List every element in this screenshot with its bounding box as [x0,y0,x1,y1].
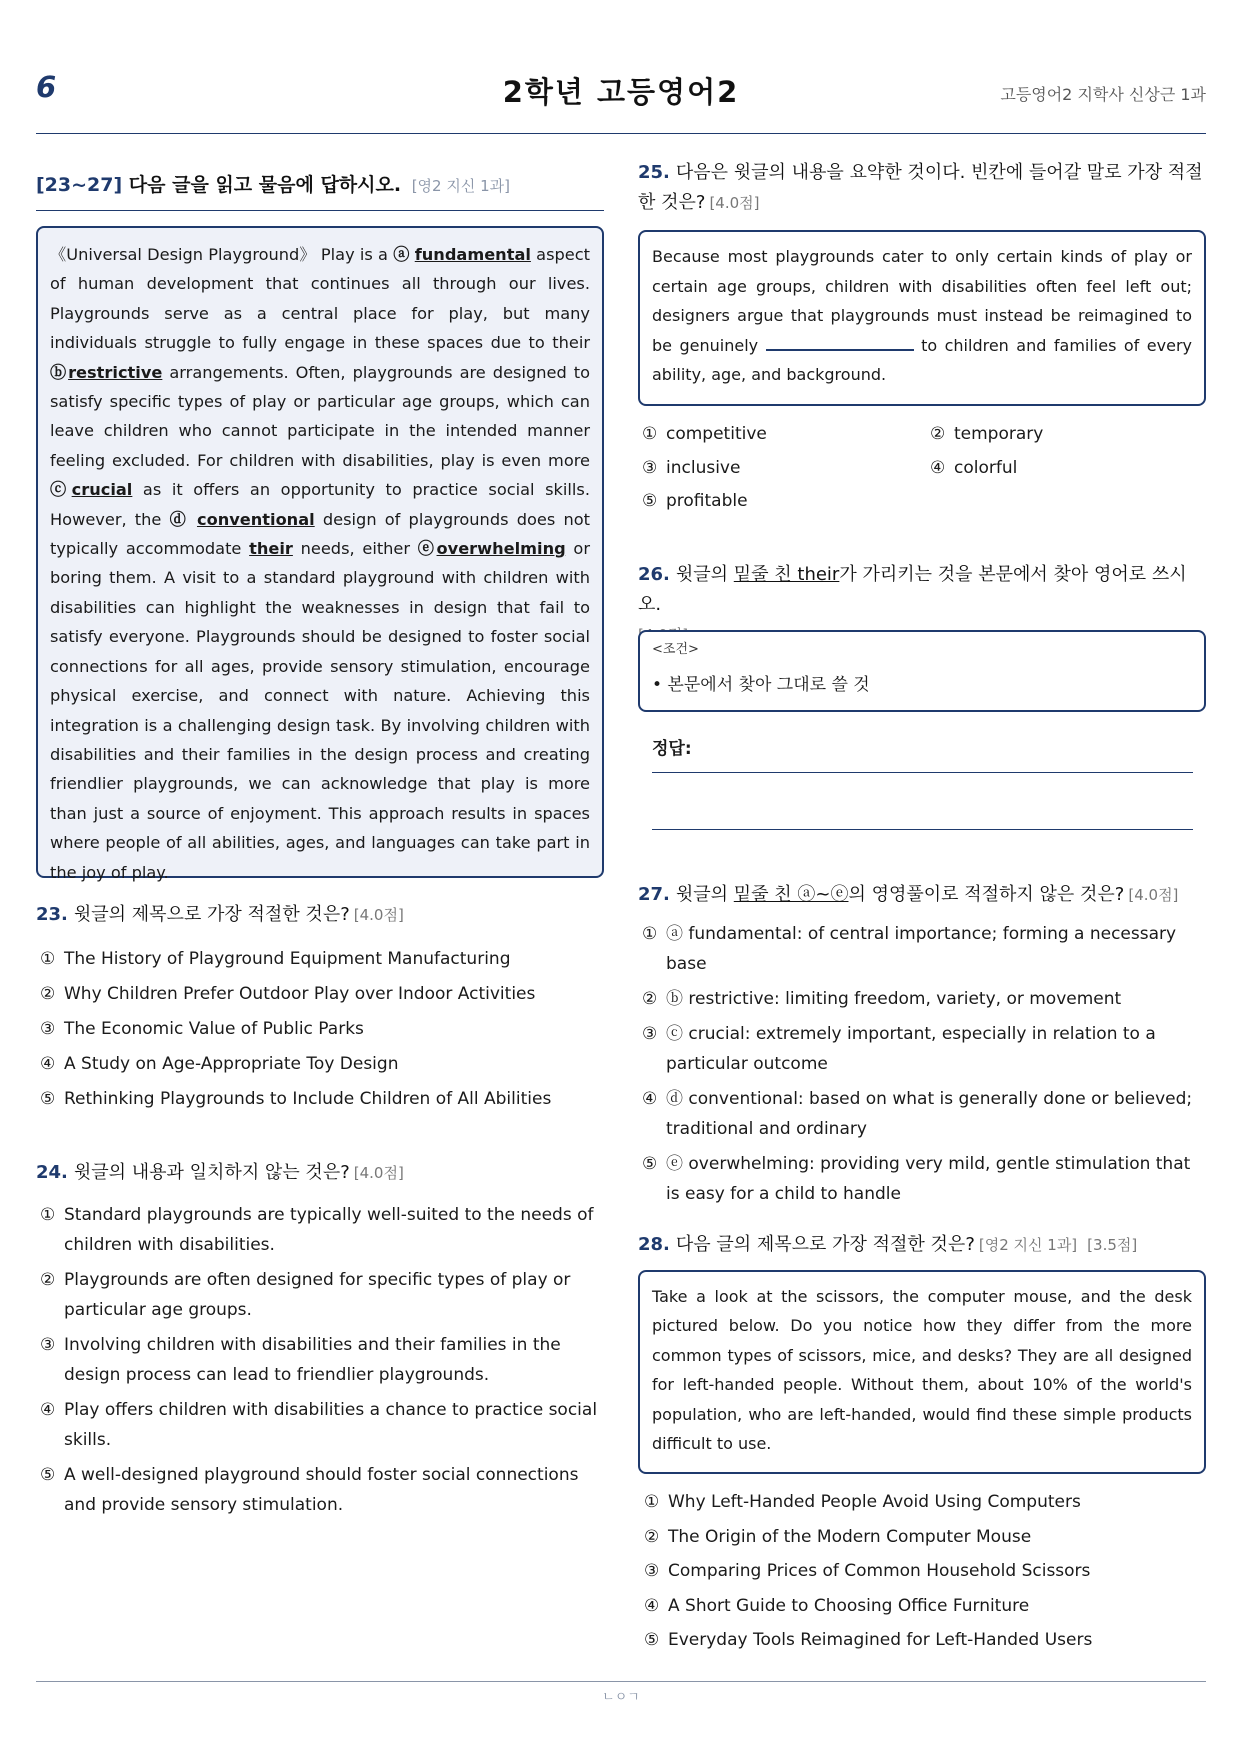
summary-box [638,230,1206,406]
option-text: A Short Guide to Choosing Office Furniture [668,1595,1030,1616]
q25-options [642,418,1206,519]
option-4[interactable] [40,1395,604,1455]
option-text: Standard playgrounds are typically well-suited to the needs of children with disabilities. [64,1205,594,1255]
option-2[interactable] [642,984,1206,1014]
question-27 [638,880,1206,906]
option-1[interactable] [40,1200,604,1260]
option-3[interactable] [642,452,930,486]
option-2[interactable] [40,977,604,1012]
question-number: 26. [638,564,670,585]
question-number: 23. [36,904,68,925]
option-1[interactable] [642,919,1206,979]
option-text: colorful [954,457,1018,478]
question-text: 윗글의 내용과 일치하지 않는 것은? [73,1162,350,1183]
question-points: [3.5점] [1087,1236,1138,1254]
section-tag: [영2 지신 1과] [411,177,510,195]
answer-line-2[interactable] [652,829,1193,830]
option-mark: ① [644,1492,660,1512]
condition-label: <조건> [652,642,699,657]
option-4[interactable] [40,1047,604,1082]
option-text: Play offers children with disabilities a chance to practice social skills. [64,1400,598,1450]
marker-d: ⓓ [169,509,189,529]
answer-label: 정답: [652,739,692,759]
option-mark: ④ [40,1400,56,1420]
option-mark: ② [40,984,56,1004]
option-text: temporary [954,424,1044,444]
question-number: 24. [36,1162,68,1183]
q28-passage: Take a look at the scissors, the computer mouse, and the desk pictured below. Do you notice how they differ from the more common types of scissors, mice, and desks? They are all designed for left-handed people. Without them, about 10% of the world's population, who are left-handed, would find these simple products difficult to use. [638,1270,1206,1474]
option-mark: ① [40,949,56,969]
passage-text: aspect of human development that continues all through our lives. Playgrounds serve as a central place for play, but many individuals struggle to fully engage in these spaces due to their [50,245,590,353]
question-number: 27. [638,884,670,905]
option-text: A well-designed playground should foster social connections and provide sensory stimulation. [64,1465,579,1515]
option-mark: ③ [644,1561,660,1581]
option-mark: ⑤ [644,1630,660,1650]
option-mark: ⑤ [40,1089,56,1109]
option-3[interactable] [642,1019,1206,1079]
underlined-word-a: fundamental [414,245,531,264]
option-1[interactable] [642,418,930,452]
option-mark: ③ [40,1335,56,1355]
option-2[interactable] [930,418,1206,452]
passage-text: needs, either [292,539,418,559]
q27-options [642,919,1206,1209]
q24-options [40,1200,604,1520]
section-heading [36,170,604,197]
marker-e: ⓔ [417,539,437,559]
option-mark: ④ [40,1054,56,1074]
passage-text: arrangements. Often, playgrounds are designed to satisfy specific types of play or particular age groups, which can leave children who cannot participate in the intended manner feeling excluded. For children with disabilities, play is even more [50,362,591,470]
option-3[interactable] [40,1012,604,1047]
option-2[interactable] [40,1265,604,1325]
option-5[interactable] [40,1460,604,1520]
option-mark: ② [40,1270,56,1290]
condition-box [638,630,1206,712]
option-text: Everyday Tools Reimagined for Left-Handed Users [668,1630,1093,1650]
question-text: 윗글의 [675,564,734,585]
passage-text: design of playgrounds does not typically accommodate [50,509,590,559]
option-3[interactable] [40,1330,604,1390]
option-text: Playgrounds are often designed for specific types of play or particular age groups. [64,1270,571,1320]
option-3[interactable] [644,1554,1206,1589]
underlined-word-c: crucial [71,480,133,500]
marker-c: ⓒ [50,480,72,500]
question-points: [4.0점] [353,906,404,924]
option-mark: ① [642,424,658,444]
option-5[interactable] [642,485,1206,519]
footer-divider [36,1681,1206,1682]
question-text: 가 가리키는 것을 본문에서 찾아 영어로 쓰시오. [638,564,1187,615]
summary-text: to children and families of every ability, age, and background. [652,335,1192,385]
option-mark: ① [40,1205,56,1225]
passage-text: or boring them. A visit to a standard playground with children with disabilities can highlight the weaknesses in design that fail to satisfy everyone. Playgrounds should be designed to foster social connections for all ages, provide sensory stimulation, encourage physical exercise, and connect with nature. Achieving this integration is a challenging design task. By involving children with disabilities and their families in the design process and creating friendlier playgrounds, we can acknowledge that play is more than just a source of enjoyment. This approach results in spaces where people of all abilities, ages, and languages can take part in the joy of play. [50,539,590,882]
condition-item: • 본문에서 찾아 그대로 쓸 것 [652,675,870,695]
option-4[interactable] [930,452,1206,486]
option-mark: ③ [642,457,658,478]
underlined-word-e: overwhelming [436,539,566,559]
option-mark: ③ [642,1024,658,1044]
option-text: inclusive [666,457,741,478]
q28-options [644,1485,1206,1658]
question-text-underlined: 밑줄 친 their [733,564,840,585]
option-2[interactable] [644,1520,1206,1555]
option-1[interactable] [644,1485,1206,1520]
question-28 [638,1230,1206,1256]
option-text: ⓔ overwhelming: providing very mild, gentle stimulation that is easy for a child to handle [666,1154,1191,1204]
answer-line-1[interactable] [652,772,1193,773]
option-text: Why Children Prefer Outdoor Play over Indoor Activities [64,984,536,1004]
option-mark: ① [642,924,658,944]
option-4[interactable] [644,1589,1206,1624]
underlined-word-d: conventional [196,509,315,529]
option-mark: ⑤ [40,1465,56,1485]
option-text: The Economic Value of Public Parks [64,1019,364,1039]
option-text: Comparing Prices of Common Household Scissors [668,1561,1091,1581]
option-text: ⓒ crucial: extremely important, especially in relation to a particular outcome [666,1024,1156,1074]
question-tag: [영2 지신 1과] [978,1236,1078,1254]
passage-text: 《Universal Design Playground》 Play is a [50,245,394,264]
question-points: [4.0점] [353,1164,404,1182]
reading-passage [36,226,604,882]
question-text: 윗글의 [675,884,734,905]
option-text: The Origin of the Modern Computer Mouse [668,1526,1032,1547]
section-divider [36,210,604,211]
option-text: Rethinking Playgrounds to Include Children of All Abilities [64,1089,552,1109]
question-points: [4.0점] [709,194,760,212]
question-points: [4.0점] [1128,886,1179,904]
question-text-underlined: 밑줄 친 ⓐ~ⓔ [733,884,849,905]
question-text: 의 영영풀이로 적절하지 않은 것은? [848,884,1125,905]
q23-options [40,942,604,1117]
option-text: ⓓ conventional: based on what is generally done or believed; traditional and ordinary [666,1089,1193,1139]
option-5[interactable] [40,1082,604,1117]
option-5[interactable] [644,1623,1206,1658]
option-mark: ⑤ [642,491,658,511]
option-5[interactable] [642,1149,1206,1209]
option-text: Involving children with disabilities and their families in the design process can lead to friendlier playgrounds. [64,1335,561,1385]
header-divider [36,133,1206,134]
option-text: ⓑ restrictive: limiting freedom, variety, or movement [666,989,1122,1009]
option-text: A Study on Age-Appropriate Toy Design [64,1054,399,1074]
underlined-word-their: their [249,539,293,559]
summary-blank[interactable] [766,335,914,351]
option-1[interactable] [40,942,604,977]
section-instruction: 다음 글을 읽고 물음에 답하시오. [128,174,402,196]
option-mark: ③ [40,1019,56,1039]
exam-title: 2학년 고등영어2 [502,75,740,109]
option-text: The History of Playground Equipment Manufacturing [64,949,511,969]
underlined-word-b: restrictive [68,362,163,382]
question-number: 25. [638,162,670,183]
option-mark: ② [930,424,946,444]
question-24 [36,1158,604,1184]
marker-b: ⓑ [50,362,69,382]
question-23 [36,900,604,926]
option-text: ⓐ fundamental: of central importance; forming a necessary base [666,924,1177,974]
option-mark: ② [644,1526,660,1547]
question-25 [638,158,1206,218]
option-text: Why Left-Handed People Avoid Using Computers [668,1492,1081,1512]
question-text: 윗글의 제목으로 가장 적절한 것은? [73,904,350,925]
passage-text: as it offers an opportunity to practice social skills. However, the [50,480,590,529]
section-range: [23~27] [36,174,123,196]
option-mark: ② [642,989,658,1009]
summary-text: Because most playgrounds cater to only certain kinds of play or certain age groups, children with disabilities often feel left out; designers argue that playgrounds must instead be reimagined to be genuinely [652,247,1192,355]
option-mark: ④ [642,1089,658,1109]
page-number: 6 [36,70,57,104]
question-number: 28. [638,1234,670,1255]
question-text: 다음 글의 제목으로 가장 적절한 것은? [675,1234,975,1255]
option-mark: ④ [644,1595,660,1616]
marker-a: ⓐ [393,245,410,264]
footer-mark: ㄴㅇㄱ [602,1690,640,1705]
question-text: 다음은 윗글의 내용을 요약한 것이다. 빈칸에 들어갈 말로 가장 적절한 것은? [638,162,1203,213]
header-course-info: 고등영어2 지학사 신상근 1과 [1000,85,1206,104]
option-text: profitable [666,491,748,511]
option-mark: ⑤ [642,1154,658,1174]
option-text: competitive [666,424,767,444]
option-4[interactable] [642,1084,1206,1144]
option-mark: ④ [930,457,946,478]
